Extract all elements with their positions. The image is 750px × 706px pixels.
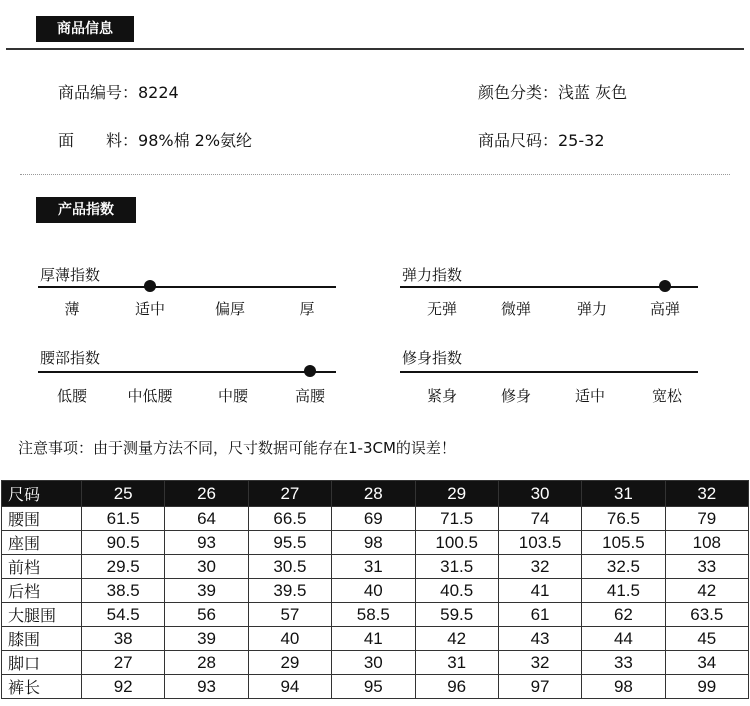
- section-title-product-index: 产品指数: [36, 197, 136, 223]
- measurement-value: 79: [665, 507, 748, 531]
- scale-tick-label: 高弹: [649, 300, 681, 318]
- scale-title: 修身指数: [402, 349, 463, 367]
- measurement-value: 40: [332, 579, 415, 603]
- scale-marker-dot: [659, 280, 671, 292]
- measurement-value: 29.5: [82, 555, 165, 579]
- measurement-value: 108: [665, 531, 748, 555]
- measurement-value: 39: [165, 627, 248, 651]
- measurement-value: 103.5: [498, 531, 581, 555]
- measurement-value: 95.5: [248, 531, 331, 555]
- scale-tick-label: 薄: [64, 300, 80, 318]
- measurement-value: 39: [165, 579, 248, 603]
- measurement-value: 28: [165, 651, 248, 675]
- scale-title: 腰部指数: [40, 349, 101, 367]
- scale-tick-label: 适中: [574, 387, 606, 405]
- measurement-value: 32: [498, 651, 581, 675]
- scale-tick-label: 中低腰: [127, 387, 173, 405]
- measurement-value: 59.5: [415, 603, 498, 627]
- measurement-value: 69: [332, 507, 415, 531]
- measurement-value: 29: [248, 651, 331, 675]
- scale-title: 厚薄指数: [40, 266, 101, 284]
- size-header-cell: 28: [332, 481, 415, 507]
- measurement-value: 76.5: [582, 507, 665, 531]
- measurement-value: 45: [665, 627, 748, 651]
- measurement-value: 93: [165, 675, 248, 699]
- color-category: 颜色分类：浅蓝 灰色: [478, 83, 628, 102]
- measurement-value: 56: [165, 603, 248, 627]
- size-header-cell: 32: [665, 481, 748, 507]
- measurement-value: 96: [415, 675, 498, 699]
- scale-tick-label: 修身: [500, 387, 532, 405]
- measurement-value: 64: [165, 507, 248, 531]
- measurement-value: 94: [248, 675, 331, 699]
- size-header-cell: 27: [248, 481, 331, 507]
- measurement-value: 40.5: [415, 579, 498, 603]
- measurement-value: 41: [332, 627, 415, 651]
- section-divider: [6, 48, 744, 50]
- table-row: [2, 555, 749, 579]
- size-table: [1, 480, 749, 699]
- measurement-label: 前档: [2, 555, 82, 579]
- scale-tick-label: 弹力: [576, 300, 608, 318]
- measurement-value: 58.5: [332, 603, 415, 627]
- scale-line: [400, 371, 698, 373]
- scale-tick-label: 紧身: [426, 387, 458, 405]
- measurement-value: 62: [582, 603, 665, 627]
- measurement-value: 41: [498, 579, 581, 603]
- measurement-value: 27: [82, 651, 165, 675]
- measurement-value: 54.5: [82, 603, 165, 627]
- measurement-value: 105.5: [582, 531, 665, 555]
- measurement-value: 66.5: [248, 507, 331, 531]
- measurement-value: 33: [582, 651, 665, 675]
- measurement-value: 39.5: [248, 579, 331, 603]
- measurement-value: 38.5: [82, 579, 165, 603]
- size-table-header: [2, 481, 749, 507]
- measurement-value: 33: [665, 555, 748, 579]
- scale-line: [400, 286, 698, 288]
- scale-tick-label: 高腰: [294, 387, 326, 405]
- table-row: [2, 651, 749, 675]
- scale-tick-label: 适中: [134, 300, 166, 318]
- size-header-cell: 25: [82, 481, 165, 507]
- measurement-value: 31: [415, 651, 498, 675]
- measurement-value: 100.5: [415, 531, 498, 555]
- measurement-value: 95: [332, 675, 415, 699]
- measurement-value: 42: [665, 579, 748, 603]
- measurement-value: 31.5: [415, 555, 498, 579]
- measurement-label: 脚口: [2, 651, 82, 675]
- measurement-value: 41.5: [582, 579, 665, 603]
- measurement-value: 61.5: [82, 507, 165, 531]
- measurement-value: 30.5: [248, 555, 331, 579]
- size-header-cell: 31: [582, 481, 665, 507]
- table-row: [2, 531, 749, 555]
- measurement-value: 98: [332, 531, 415, 555]
- measurement-value: 44: [582, 627, 665, 651]
- table-row: [2, 675, 749, 699]
- size-header-cell: 30: [498, 481, 581, 507]
- measurement-value: 38: [82, 627, 165, 651]
- measurement-label: 裤长: [2, 675, 82, 699]
- dotted-divider: [20, 174, 730, 175]
- table-row: [2, 603, 749, 627]
- scale-line: [38, 286, 336, 288]
- material-value: ：98%棉 2%氨纶: [122, 131, 253, 150]
- scale-tick-label: 微弹: [500, 300, 532, 318]
- measurement-value: 98: [582, 675, 665, 699]
- size-table-body: [2, 507, 749, 699]
- scale-tick-label: 厚: [299, 300, 315, 318]
- material-label: 面 料: [58, 131, 123, 150]
- section-title-product-info: 商品信息: [36, 16, 134, 42]
- measurement-value: 93: [165, 531, 248, 555]
- table-row: [2, 579, 749, 603]
- scale-title: 弹力指数: [402, 266, 463, 284]
- measurement-label: 座围: [2, 531, 82, 555]
- measurement-value: 74: [498, 507, 581, 531]
- measurement-value: 43: [498, 627, 581, 651]
- size-header-cell: 29: [415, 481, 498, 507]
- measurement-value: 92: [82, 675, 165, 699]
- scale-marker-dot: [304, 365, 316, 377]
- measurement-label: 后档: [2, 579, 82, 603]
- measurement-value: 34: [665, 651, 748, 675]
- measurement-value: 30: [165, 555, 248, 579]
- material: [58, 128, 252, 151]
- scale-tick-label: 无弹: [426, 300, 458, 318]
- size-header-cell: 26: [165, 481, 248, 507]
- measurement-value: 32.5: [582, 555, 665, 579]
- measurement-value: 31: [332, 555, 415, 579]
- scale-tick-label: 宽松: [651, 387, 683, 405]
- measurement-value: 90.5: [82, 531, 165, 555]
- measurement-value: 99: [665, 675, 748, 699]
- measurement-value: 63.5: [665, 603, 748, 627]
- scale-marker-dot: [144, 280, 156, 292]
- table-row: [2, 507, 749, 531]
- scale-line: [38, 371, 336, 373]
- scale-tick-label: 中腰: [217, 387, 249, 405]
- measurement-note: 注意事项：由于测量方法不同，尺寸数据可能存在1-3CM的误差！: [18, 439, 456, 457]
- measurement-label: 大腿围: [2, 603, 82, 627]
- measurement-value: 42: [415, 627, 498, 651]
- measurement-value: 61: [498, 603, 581, 627]
- measurement-value: 71.5: [415, 507, 498, 531]
- table-row: [2, 627, 749, 651]
- scale-tick-label: 偏厚: [214, 300, 246, 318]
- measurement-value: 30: [332, 651, 415, 675]
- size-header-label: 尺码: [2, 481, 82, 507]
- measurement-label: 膝围: [2, 627, 82, 651]
- measurement-value: 40: [248, 627, 331, 651]
- measurement-value: 32: [498, 555, 581, 579]
- scale-tick-label: 低腰: [56, 387, 88, 405]
- item-number: 商品编号：8224: [58, 83, 179, 102]
- measurement-value: 57: [248, 603, 331, 627]
- size-range: 商品尺码：25-32: [478, 131, 605, 150]
- measurement-value: 97: [498, 675, 581, 699]
- measurement-label: 腰围: [2, 507, 82, 531]
